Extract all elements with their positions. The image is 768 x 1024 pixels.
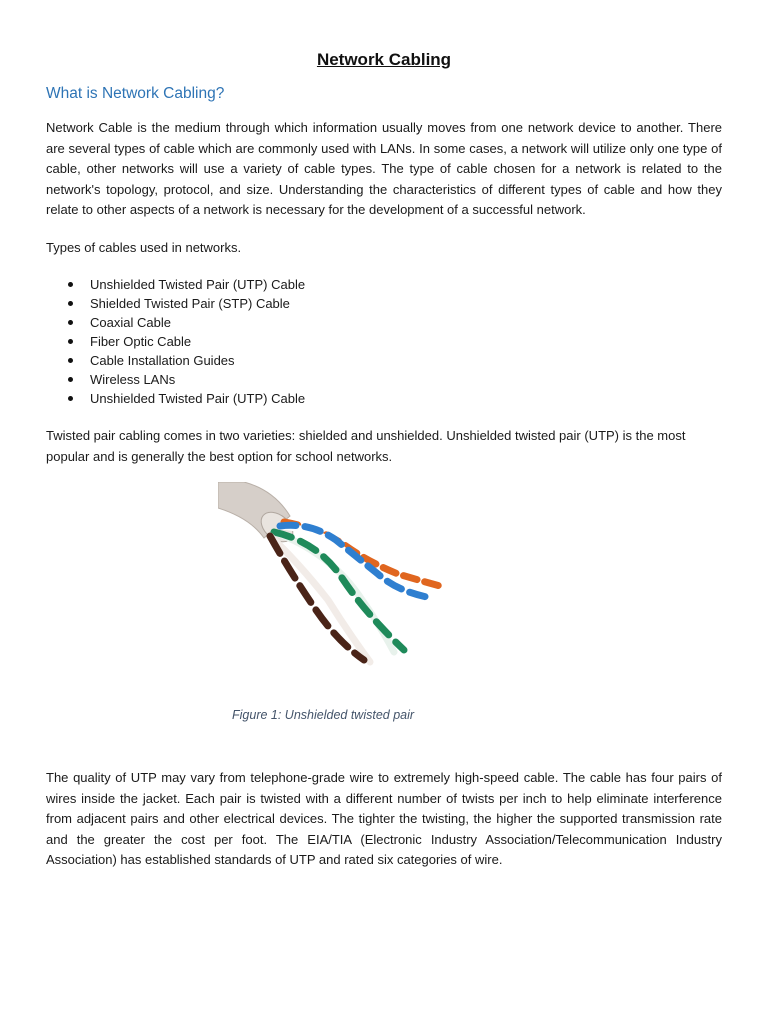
list-item <box>46 389 305 408</box>
list-item-label: Unshielded Twisted Pair (UTP) Cable <box>90 391 306 406</box>
utp-quality-paragraph: The quality of UTP may vary from telephone-grade wire to extremely high-speed cable. The cable has four pairs of wires inside the jacket. Each pair is twisted with a different number of twists per inch to help eliminate interference from adjacent pairs and other electrical devices. The tighter the twisting, the higher the supported transmission rate and the greater the cost per foot. The EIA/TIA (Electronic Industry Association/Telecommunication Industry Association) has established standards of UTP and rated six categories of wire. <box>46 770 722 867</box>
section-heading: What is Network Cabling? <box>46 85 225 102</box>
list-item-label: Shielded Twisted Pair (STP) Cable <box>90 296 290 311</box>
bullet-icon <box>68 320 73 325</box>
cable-types-list <box>46 275 305 408</box>
list-item <box>46 313 305 332</box>
list-item <box>46 351 305 370</box>
list-item <box>46 370 305 389</box>
list-item-label: Wireless LANs <box>90 372 176 387</box>
utp-cable-image <box>218 482 448 672</box>
figure-caption: Figure 1: Unshielded twisted pair <box>232 708 415 722</box>
list-item <box>46 275 305 294</box>
bullet-icon <box>68 339 73 344</box>
list-item <box>46 294 305 313</box>
bullet-icon <box>68 282 73 287</box>
utp-cable-illustration <box>218 482 448 672</box>
bullet-icon <box>68 301 73 306</box>
document-title: Network Cabling <box>316 50 452 69</box>
list-item-label: Coaxial Cable <box>90 315 171 330</box>
bullet-icon <box>68 358 73 363</box>
list-item <box>46 332 305 351</box>
bullet-icon <box>68 396 73 401</box>
cable-types-intro: Types of cables used in networks. <box>46 240 242 255</box>
list-item-label: Cable Installation Guides <box>90 353 235 368</box>
list-item-label: Fiber Optic Cable <box>90 334 192 349</box>
list-item-label: Unshielded Twisted Pair (UTP) Cable <box>90 277 306 292</box>
bullet-icon <box>68 377 73 382</box>
intro-paragraph: Network Cable is the medium through which information usually moves from one network device to another. There are several types of cable which are commonly used with LANs. In some cases, a network will utilize only one type of cable, other networks will use a variety of cable types. The type of cable chosen for a network is related to the network's topology, protocol, and size. Understanding the characteristics of different types of cable and how they relate to other aspects of a network is necessary for the development of a successful network. <box>46 120 722 217</box>
twisted-pair-paragraph: Twisted pair cabling comes in two varieties: shielded and unshielded. Unshielded twisted pair (UTP) is the most popular and is generally the best option for school networks. <box>46 428 686 464</box>
